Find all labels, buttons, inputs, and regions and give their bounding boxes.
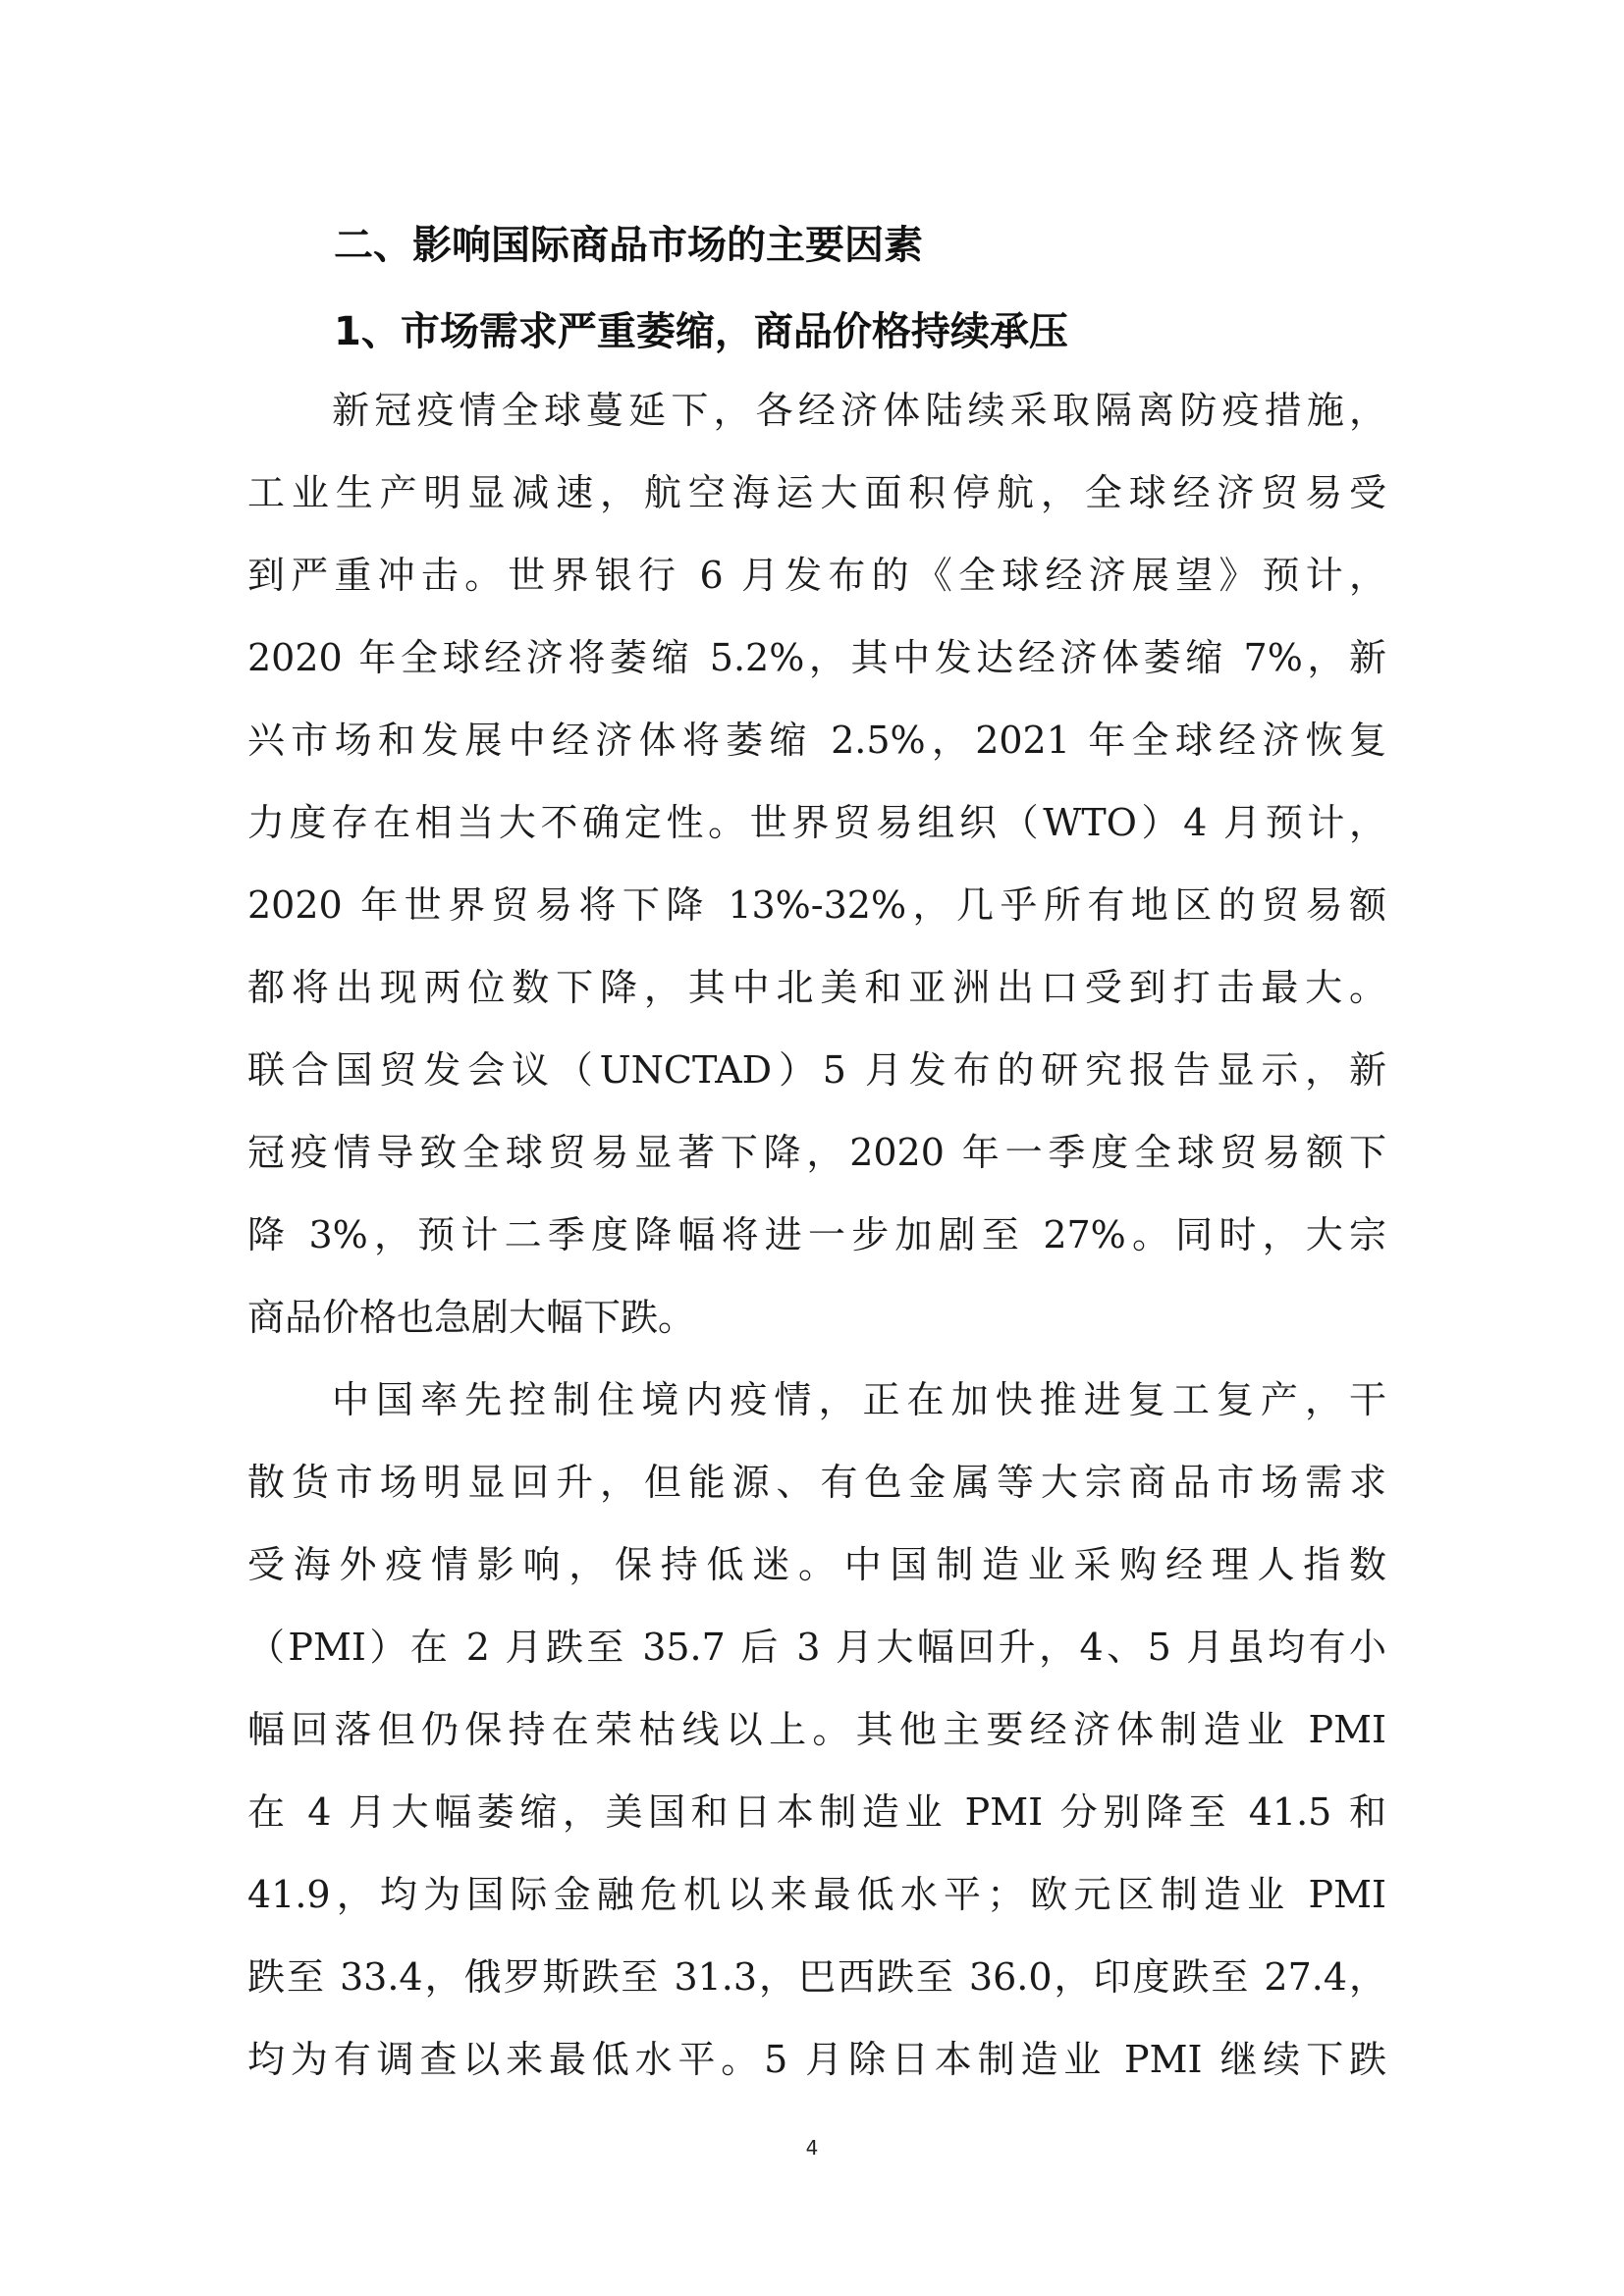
text-line: 降 3%，预计二季度降幅将进一步加剧至 27%。同时，大宗 <box>247 1213 1386 1256</box>
text-line: 41.9，均为国际金融危机以来最低水平；欧元区制造业 PMI <box>247 1873 1386 1916</box>
text-line: 散货市场明显回升，但能源、有色金属等大宗商品市场需求 <box>247 1461 1386 1504</box>
text-line: 工业生产明显减速，航空海运大面积停航，全球经济贸易受 <box>247 471 1386 514</box>
page-number: 4 <box>805 2136 819 2160</box>
paragraph <box>247 369 1386 1359</box>
text-line: 跌至 33.4，俄罗斯跌至 31.3，巴西跌至 36.0，印度跌至 27.4， <box>247 1955 1386 1999</box>
text-line: 受海外疫情影响，保持低迷。中国制造业采购经理人指数 <box>247 1543 1386 1586</box>
text-line: 力度存在相当大不确定性。世界贸易组织（WTO）4 月预计， <box>247 801 1386 844</box>
text-line: 到严重冲击。世界银行 6 月发布的《全球经济展望》预计， <box>247 554 1386 597</box>
text-line: 联合国贸发会议（UNCTAD）5 月发布的研究报告显示，新 <box>247 1048 1386 1092</box>
text-line: 新冠疫情全球蔓延下，各经济体陆续采取隔离防疫措施， <box>332 389 1386 432</box>
section-heading: 二、影响国际商品市场的主要因素 <box>334 223 923 268</box>
text-line: 中国率先控制住境内疫情，正在加快推进复工复产，干 <box>332 1378 1386 1421</box>
text-line: 冠疫情导致全球贸易显著下降，2020 年一季度全球贸易额下 <box>247 1131 1386 1174</box>
text-line: 兴市场和发展中经济体将萎缩 2.5%，2021 年全球经济恢复 <box>247 719 1386 762</box>
paragraph <box>247 1359 1386 2101</box>
text-line: 均为有调查以来最低水平。5 月除日本制造业 PMI 继续下跌 <box>247 2038 1386 2081</box>
text-line: 2020 年世界贸易将下降 13%-32%，几乎所有地区的贸易额 <box>247 883 1386 927</box>
subsection-heading: 1、市场需求严重萎缩，商品价格持续承压 <box>334 309 1068 354</box>
text-line: 幅回落但仍保持在荣枯线以上。其他主要经济体制造业 PMI <box>247 1708 1386 1751</box>
text-line: （PMI）在 2 月跌至 35.7 后 3 月大幅回升，4、5 月虽均有小 <box>247 1626 1386 1669</box>
text-line: 商品价格也急剧大幅下跌。 <box>247 1296 696 1339</box>
text-line: 在 4 月大幅萎缩，美国和日本制造业 PMI 分别降至 41.5 和 <box>247 1790 1386 1834</box>
text-line: 都将出现两位数下降，其中北美和亚洲出口受到打击最大。 <box>247 966 1386 1009</box>
text-line: 2020 年全球经济将萎缩 5.2%，其中发达经济体萎缩 7%，新 <box>247 636 1386 679</box>
